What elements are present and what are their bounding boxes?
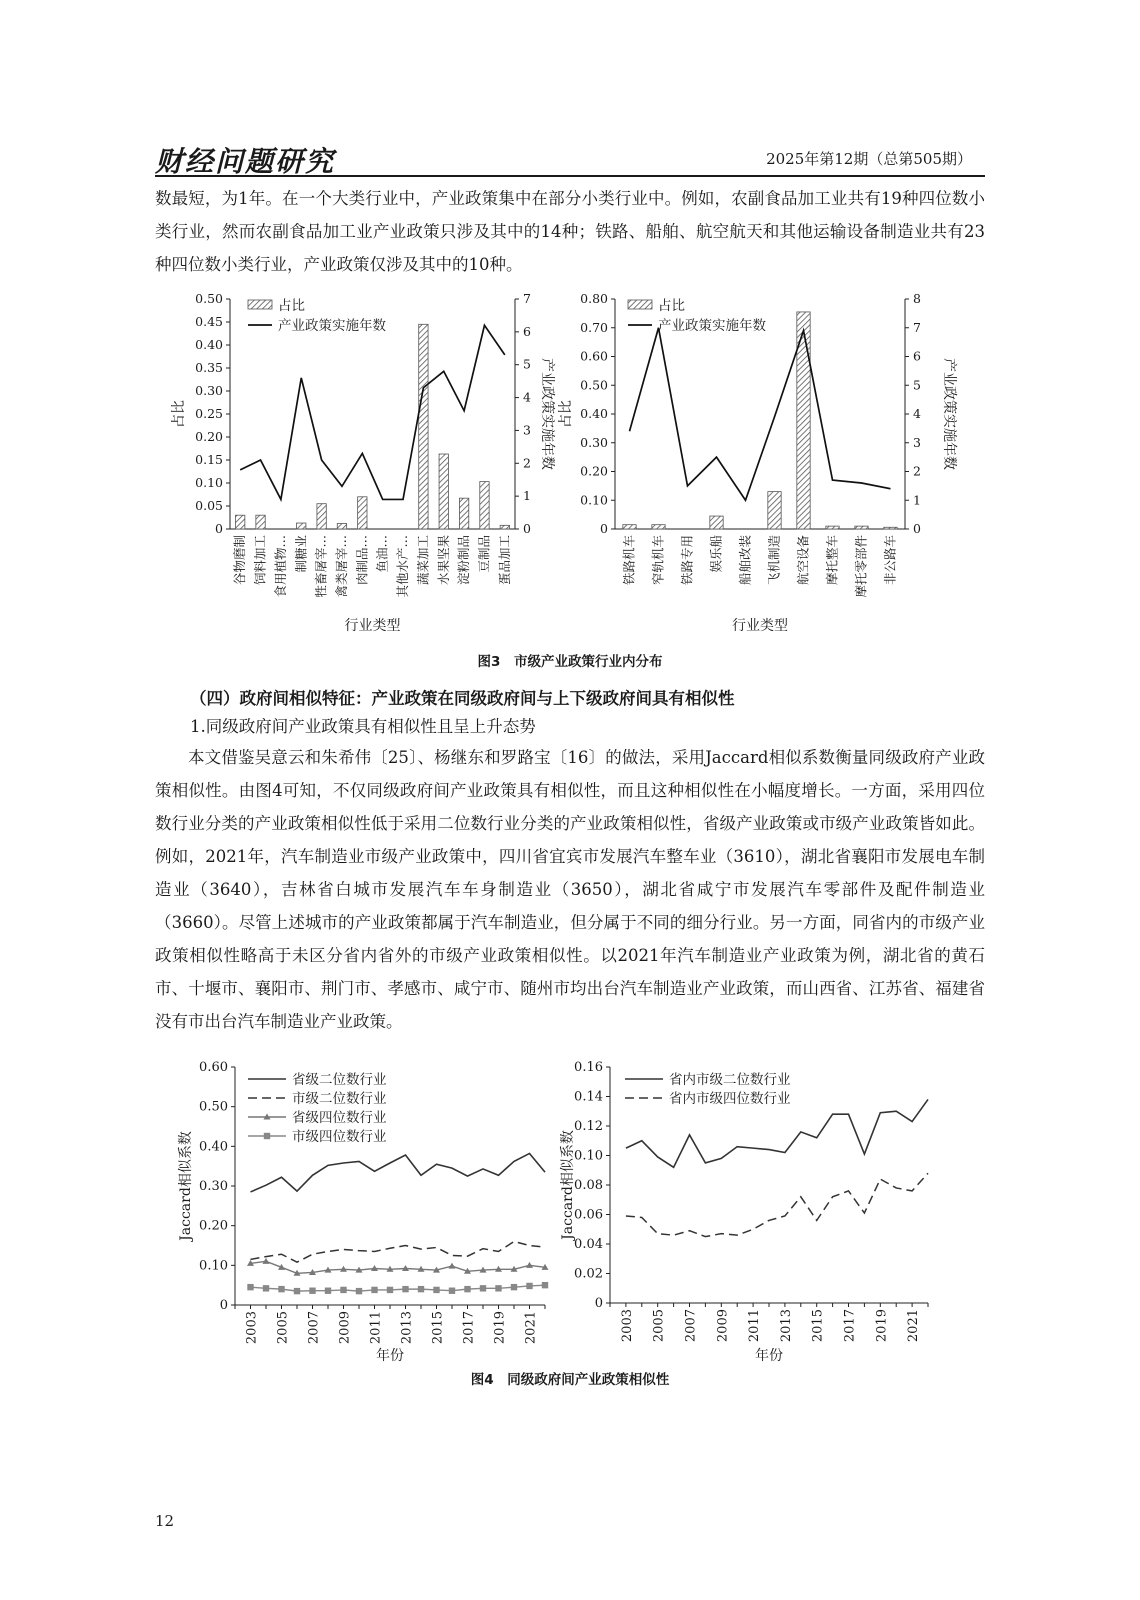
x-tick-label: 2019	[874, 1309, 890, 1343]
x-tick-label: 2009	[337, 1311, 353, 1345]
y-tick-label: 0.20	[580, 463, 608, 479]
y-tick-label: 0.70	[580, 319, 608, 335]
series-marker	[325, 1288, 331, 1294]
x-tick-label: 制糖业	[293, 535, 309, 573]
x-tick-label: 2005	[651, 1309, 667, 1343]
y-tick-label: 0.04	[574, 1237, 603, 1252]
y2-tick-label: 2	[523, 455, 531, 471]
series-marker	[433, 1287, 439, 1293]
x-tick-label: 2007	[306, 1311, 322, 1345]
y2-tick-label: 7	[523, 291, 531, 306]
y-tick-label: 0.40	[199, 1139, 228, 1155]
series-marker	[402, 1286, 408, 1292]
bar	[337, 523, 346, 529]
series-marker	[511, 1284, 517, 1290]
x-axis-title: 年份	[755, 1348, 783, 1364]
y2-tick-label: 2	[913, 463, 921, 479]
x-tick-label: 铁路专用	[679, 535, 695, 586]
series-marker	[480, 1285, 486, 1291]
legend-label: 市级四位数行业	[292, 1129, 387, 1145]
bar	[419, 324, 428, 529]
paragraph-text: 本文借鉴吴意云和朱希伟〔25〕、杨继东和罗路宝〔16〕的做法，采用Jaccard相似系数衡量同级政府产业政策相似性。由图4可知，不仅同级政府间产业政策具有相似性，而且这种相似性在小幅度增长。一方面，采用四位数行业分类的产业政策相似性低于采用二位数行业分类的产业政策相似性，省级产业政策或市级产业政策皆如此。例如，2021年，汽车制造业市级产业政策中，四川省宜宾市发展汽车整车业（3610），湖北省襄阳市发展电车制造业（3640），吉林省白城市发展汽车车身制造业（3650），湖北省咸宁市发展汽车零部件及配件制造业（3660）。尽管上述城市的产业政策都属于汽车制造业，但分属于不同的细分行业。另一方面，同省内的市级产业政策相似性略高于未区分省内省外的市级产业政策相似性。以2021年汽车制造业产业政策为例，湖北省的黄石市、十堰市、襄阳市、荆门市、孝感市、咸宁市、随州市均出台汽车制造业产业政策，而山西省、江苏省、福建省没有市出台汽车制造业产业政策。	[155, 748, 985, 1031]
y2-tick-label: 4	[913, 406, 921, 421]
x-tick-label: 肉制品…	[354, 535, 370, 586]
figure4-right-chart	[560, 1052, 960, 1372]
legend-marker	[264, 1133, 270, 1139]
bar	[297, 523, 306, 529]
legend-label: 产业政策实施年数	[658, 318, 766, 334]
series-marker	[542, 1282, 548, 1288]
y-tick-label: 0.30	[195, 383, 223, 398]
x-tick-label: 牲畜屠宰…	[313, 535, 329, 598]
y-tick-label: 0.35	[195, 360, 223, 375]
y-tick-label: 0.45	[195, 314, 223, 329]
body-paragraph-2	[155, 741, 985, 1038]
section-heading: （四）政府间相似特征：产业政策在同级政府间与上下级政府间具有相似性	[190, 689, 735, 708]
series-marker	[495, 1285, 501, 1291]
x-tick-label: 2011	[747, 1309, 763, 1343]
legend-label: 省内市级二位数行业	[669, 1072, 791, 1088]
y2-tick-label: 1	[913, 492, 921, 508]
x-tick-label: 2019	[492, 1311, 508, 1345]
y-tick-label: 0.12	[574, 1119, 603, 1134]
y-tick-label: 0.06	[574, 1207, 603, 1223]
x-tick-label: 食用植物…	[272, 535, 288, 598]
x-tick-label: 2011	[368, 1311, 384, 1345]
bar	[768, 492, 781, 529]
x-tick-label: 饲料加工	[252, 535, 268, 586]
y-tick-label: 0.60	[580, 348, 608, 364]
x-tick-label: 2017	[461, 1311, 477, 1345]
series-marker	[278, 1286, 284, 1292]
x-tick-label: 水果坚果	[435, 535, 451, 586]
y-tick-label: 0.60	[199, 1060, 228, 1075]
bar	[826, 526, 839, 529]
series-marker	[309, 1288, 315, 1294]
x-tick-label: 淀粉制品	[456, 535, 472, 586]
y-tick-label: 0.25	[195, 406, 223, 421]
y-tick-label: 0.50	[199, 1099, 228, 1115]
body-paragraph-1	[155, 182, 985, 281]
y-tick-label: 0.15	[195, 452, 223, 467]
y-tick-label: 0.16	[574, 1060, 603, 1075]
series-marker	[263, 1285, 269, 1291]
x-tick-label: 禽类屠宰…	[333, 535, 349, 598]
series-line	[626, 1173, 928, 1236]
x-tick-label: 铁路机车	[621, 535, 637, 586]
policy-years-line	[630, 328, 891, 501]
y-tick-label: 0.30	[580, 434, 608, 450]
x-tick-label: 2021	[523, 1311, 539, 1345]
series-marker	[418, 1286, 424, 1292]
legend-bar-swatch	[628, 300, 652, 309]
y2-tick-label: 5	[913, 377, 921, 393]
x-tick-label: 豆制品	[476, 535, 492, 573]
x-tick-label: 2013	[399, 1311, 415, 1345]
bar	[710, 516, 723, 529]
page-number: 12	[155, 1512, 175, 1530]
series-line	[626, 1099, 928, 1167]
series-marker	[449, 1263, 456, 1269]
y-tick-label: 0.40	[195, 337, 223, 352]
legend-label: 产业政策实施年数	[278, 318, 386, 334]
y2-axis-title: 产业政策实施年数	[539, 358, 555, 470]
y-tick-label: 0.10	[580, 492, 608, 508]
bar	[358, 497, 367, 529]
series-marker	[340, 1287, 346, 1293]
series-marker	[464, 1286, 470, 1292]
y-tick-label: 0.50	[580, 377, 608, 393]
journal-logo: 财经问题研究	[155, 145, 336, 178]
y-tick-label: 0.05	[195, 498, 223, 513]
paragraph-text: 数最短，为1年。在一个大类行业中，产业政策集中在部分小类行业中。例如，农副食品加工业共有19种四位数小类行业，然而农副食品加工业产业政策只涉及其中的14种；铁路、船舶、航空航天和其他运输设备制造业共有23种四位数小类行业，产业政策仅涉及其中的10种。	[155, 189, 985, 274]
y-tick-label: 0.20	[199, 1218, 228, 1234]
x-tick-label: 鱼油…	[374, 535, 390, 573]
x-tick-label: 蛋品加工	[496, 535, 512, 586]
header-rule	[155, 175, 985, 177]
series-marker	[247, 1284, 253, 1290]
legend-bar-swatch	[248, 300, 272, 309]
y2-tick-label: 0	[523, 521, 531, 536]
x-tick-label: 蔬菜加工	[415, 535, 431, 586]
x-tick-label: 其他水产…	[395, 535, 411, 598]
x-tick-label: 2021	[906, 1309, 922, 1343]
y2-tick-label: 7	[913, 319, 921, 335]
series-line	[251, 1153, 546, 1191]
figure4-left-chart	[170, 1052, 560, 1372]
x-tick-label: 2015	[430, 1311, 446, 1345]
x-tick-label: 2009	[715, 1309, 731, 1343]
x-axis-title: 年份	[376, 1348, 404, 1364]
y-axis-title: 占比	[171, 400, 187, 428]
y2-tick-label: 5	[523, 356, 531, 372]
y-tick-label: 0.14	[574, 1089, 603, 1105]
bar	[500, 525, 509, 529]
y-tick-label: 0.20	[195, 429, 223, 444]
bar	[256, 515, 265, 529]
x-tick-label: 2013	[778, 1309, 794, 1343]
x-tick-label: 2017	[842, 1309, 858, 1343]
series-line	[251, 1242, 546, 1263]
y-tick-label: 0	[215, 521, 223, 536]
bar	[317, 504, 326, 529]
figure3-caption: 图3 市级产业政策行业内分布	[477, 654, 663, 670]
y-tick-label: 0	[600, 521, 608, 536]
x-tick-label: 窄轨机车	[650, 535, 666, 586]
bar	[884, 527, 897, 529]
series-marker	[356, 1288, 362, 1294]
y2-tick-label: 3	[913, 434, 921, 450]
series-marker	[387, 1287, 393, 1293]
legend-label: 省内市级四位数行业	[669, 1091, 791, 1107]
legend-label: 省级四位数行业	[292, 1110, 387, 1126]
bar	[855, 526, 868, 529]
y-tick-label: 0.40	[580, 406, 608, 421]
y2-tick-label: 0	[913, 521, 921, 536]
x-tick-label: 航空设备	[795, 535, 811, 586]
series-marker	[449, 1288, 455, 1294]
bar	[652, 525, 665, 529]
series-marker	[263, 1258, 270, 1264]
legend-label: 占比	[658, 298, 685, 314]
bar	[480, 482, 489, 529]
y-tick-label: 0	[594, 1296, 603, 1311]
y-tick-label: 0.10	[574, 1148, 603, 1164]
bar	[235, 515, 244, 529]
y-tick-label: 0.10	[199, 1258, 228, 1274]
x-tick-label: 2007	[683, 1309, 699, 1343]
y2-tick-label: 3	[523, 422, 531, 438]
y2-tick-label: 8	[913, 291, 921, 306]
subsection-heading: 1.同级政府间产业政策具有相似性且呈上升态势	[190, 717, 536, 736]
x-tick-label: 娱乐船	[708, 535, 724, 573]
y2-tick-label: 1	[523, 488, 531, 504]
series-marker	[371, 1287, 377, 1293]
x-axis-title: 行业类型	[732, 618, 788, 634]
legend-label: 市级二位数行业	[292, 1091, 387, 1107]
y-tick-label: 0.80	[580, 291, 608, 306]
x-tick-label: 2003	[244, 1311, 260, 1345]
y-tick-label: 0.50	[195, 291, 223, 306]
y-axis-title: 占比	[558, 400, 574, 428]
y-tick-label: 0.08	[574, 1178, 603, 1193]
y2-tick-label: 6	[523, 323, 531, 339]
x-axis-title: 行业类型	[344, 618, 401, 634]
bar	[623, 525, 636, 529]
figure4-caption: 图4 同级政府间产业政策相似性	[470, 1372, 670, 1388]
x-tick-label: 2005	[275, 1311, 291, 1345]
x-tick-label: 摩托零部件	[853, 535, 869, 598]
policy-years-line	[240, 325, 505, 499]
x-tick-label: 2015	[810, 1309, 826, 1343]
series-marker	[526, 1262, 533, 1268]
y-tick-label: 0	[219, 1298, 228, 1313]
legend-label: 占比	[278, 298, 305, 314]
x-tick-label: 船舶改装	[737, 535, 753, 586]
y-tick-label: 0.10	[195, 475, 223, 490]
y-axis-title: Jaccard相似系数	[178, 1131, 194, 1241]
x-tick-label: 2003	[619, 1309, 635, 1343]
y2-tick-label: 6	[913, 348, 921, 364]
x-tick-label: 飞机制造	[766, 535, 782, 586]
x-tick-label: 谷物磨制	[232, 535, 248, 586]
issue-info: 2025年第12期（总第505期）	[766, 150, 972, 168]
x-tick-label: 摩托整车	[824, 535, 840, 586]
series-marker	[526, 1283, 532, 1289]
bar	[459, 498, 468, 529]
bar	[439, 454, 448, 529]
x-tick-label: 非公路车	[882, 535, 898, 586]
legend-label: 省级二位数行业	[292, 1072, 387, 1088]
figure3-left-chart	[155, 280, 565, 650]
y2-axis-title: 产业政策实施年数	[941, 358, 957, 470]
y-tick-label: 0.30	[199, 1179, 228, 1194]
series-marker	[294, 1288, 300, 1294]
y-axis-title: Jaccard相似系数	[560, 1130, 576, 1240]
figure3-right-chart	[560, 280, 980, 650]
y2-tick-label: 4	[523, 389, 531, 405]
y-tick-label: 0.02	[574, 1266, 603, 1282]
